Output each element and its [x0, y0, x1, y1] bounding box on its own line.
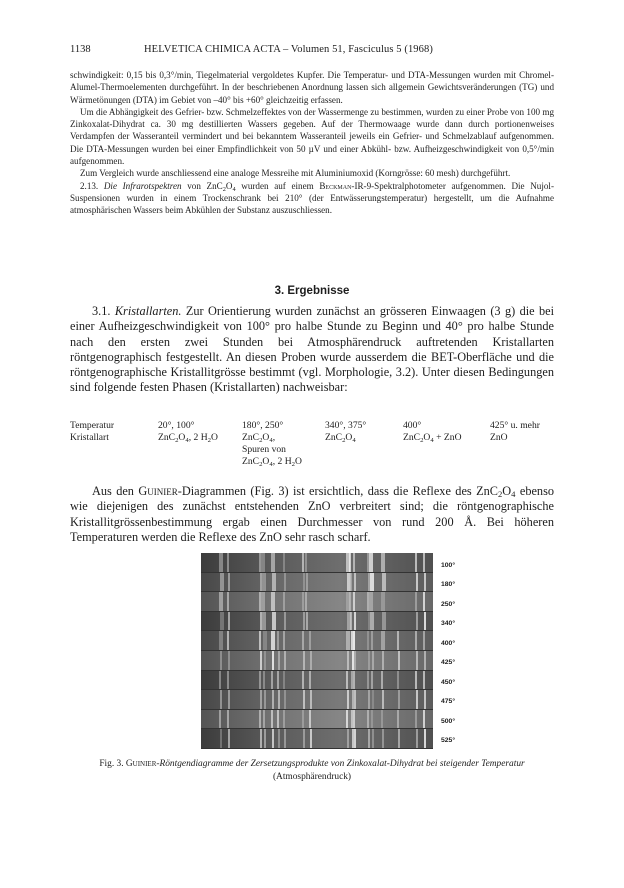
diffraction-line: [271, 553, 275, 572]
row-label: Kristallart: [70, 432, 109, 443]
methods-block: [70, 69, 554, 217]
table-cell: [242, 456, 302, 468]
diffraction-line: [272, 651, 274, 670]
diffraction-line: [349, 553, 351, 572]
diffraction-line: [354, 573, 356, 592]
text-run: von ZnC: [187, 180, 223, 191]
diffraction-strip: [201, 612, 433, 632]
diffraction-line: [424, 573, 426, 592]
diffraction-line: [346, 631, 350, 650]
formula-part: O: [423, 432, 431, 443]
instrument-name: Beckman: [319, 180, 352, 191]
section-number: 2.13.: [80, 180, 99, 191]
diffraction-strip: [201, 573, 433, 593]
diffraction-line: [416, 690, 418, 709]
guinier-paragraph: [70, 484, 554, 545]
diffraction-line: [381, 553, 385, 572]
diffraction-line: [227, 671, 229, 690]
diffraction-line: [302, 631, 304, 650]
diffraction-line: [264, 690, 266, 709]
table-row-phase: [70, 432, 554, 444]
diffraction-line: [382, 612, 386, 631]
diffraction-line: [370, 573, 374, 592]
diffraction-line: [219, 631, 223, 650]
diffraction-strip: [201, 729, 433, 749]
diffraction-line: [272, 612, 276, 631]
diffraction-line: [397, 710, 399, 729]
diffraction-line: [354, 729, 356, 748]
diffraction-line: [302, 553, 304, 572]
diffraction-line: [284, 729, 286, 748]
guinier-block: [70, 484, 554, 545]
diffraction-line: [368, 690, 370, 709]
diffraction-line: [283, 631, 285, 650]
diffraction-line: [228, 729, 230, 748]
section-number: 3.1.: [92, 304, 111, 318]
diffraction-line: [353, 592, 355, 611]
diffraction-line: [416, 651, 418, 670]
subscript: 2: [497, 489, 503, 499]
diffraction-line: [260, 729, 262, 748]
diffraction-strip: [201, 671, 433, 691]
diffraction-line: [416, 573, 418, 592]
text-run: wurden auf einem: [235, 180, 320, 191]
diffraction-line: [259, 710, 261, 729]
methods-paragraph-4: [70, 180, 554, 217]
diffraction-line: [354, 690, 356, 709]
diffraction-line: [277, 710, 279, 729]
diffraction-line: [351, 631, 355, 650]
diffraction-line: [349, 592, 351, 611]
diffraction-line: [309, 671, 311, 690]
diffraction-strip: [201, 690, 433, 710]
diffraction-line: [367, 671, 369, 690]
journal-title: HELVETICA CHIMICA ACTA – Volumen 51, Fasciculus 5 (1968): [144, 44, 433, 55]
diffraction-line: [284, 690, 286, 709]
methods-paragraph-3: Zum Vergleich wurde anschliessend eine analoge Messreihe mit Aluminiumoxid (Korngrösse: 60 mesh) durchgeführt.: [80, 168, 511, 179]
diffraction-line: [228, 573, 230, 592]
formula-part: , 2 H: [272, 456, 292, 467]
row-label: Temperatur: [70, 420, 115, 431]
results-block: [70, 304, 554, 396]
diffraction-line: [284, 612, 286, 631]
formula-part: O: [211, 432, 218, 443]
methods-paragraph-1: schwindigkeit: 0,15 bis 0,3°/min, Tiegelmaterial vergoldetes Kupfer. Die Temperatur- und DTA-Messungen wurden mit Chromel-Alumel-Thermoelementen durchgeführt. In der beschriebenen Anordnung lassen sich allgemein Gewichtsveränderungen (TG) und Wärmetönungen (DTA) im Gebiet von –40° bis +60° gleichzeitig erfassen.: [70, 70, 554, 105]
diffraction-line: [367, 631, 369, 650]
formula-part: ZnC: [158, 432, 176, 443]
table-row-temperature: [70, 420, 554, 432]
diffraction-line: [372, 729, 374, 748]
diffraction-line: [310, 690, 312, 709]
subscript: 2: [175, 437, 179, 444]
text-run: ebenso wie diejenigen des zunächst entstehenden ZnO verbreitert sind; die röntgenographische Kristallitgrössenbestimmung ergab einen Durchmesser von rund 200 Å. Bei höheren Temperaturen werden die Reflexe des ZnO sehr rasch scharf.: [70, 484, 555, 544]
diffraction-strip: [201, 592, 433, 612]
diffraction-line: [354, 612, 356, 631]
formula-part: O: [262, 432, 270, 443]
diffraction-line: [382, 573, 386, 592]
diffraction-line: [262, 612, 266, 631]
diffraction-line: [347, 651, 349, 670]
diffraction-strip: [201, 631, 433, 651]
subscript: 2: [259, 437, 263, 444]
table-cell: 400°: [403, 420, 422, 431]
table-cell: [158, 432, 218, 444]
temperature-label: 450°: [441, 679, 456, 686]
diffraction-line: [259, 631, 261, 650]
diffraction-line: [278, 651, 280, 670]
temperature-label: 400°: [441, 640, 456, 647]
diffraction-line: [350, 573, 352, 592]
diffraction-line: [264, 651, 266, 670]
diffraction-line: [381, 631, 385, 650]
subscript: 2: [342, 437, 346, 444]
diffraction-line: [367, 710, 369, 729]
diffraction-line: [272, 729, 274, 748]
diffraction-line: [219, 553, 223, 572]
formula-part: ZnC: [242, 456, 260, 467]
diffraction-line: [424, 651, 426, 670]
diffraction-line: [424, 612, 426, 631]
diffraction-line: [303, 729, 305, 748]
diffraction-line: [277, 631, 279, 650]
diffraction-line: [277, 671, 279, 690]
diffraction-line: [397, 671, 399, 690]
diffraction-line: [302, 592, 304, 611]
diffraction-line: [261, 553, 265, 572]
table-row-continued: [70, 444, 554, 456]
diffraction-line: [219, 592, 223, 611]
diffraction-line: [371, 710, 373, 729]
formula-part: , 2 H: [188, 432, 208, 443]
subscript: 4: [511, 489, 516, 499]
diffraction-line: [303, 573, 305, 592]
diffraction-line: [368, 729, 370, 748]
table-cell: Spuren von: [242, 444, 286, 455]
diffraction-line: [303, 612, 305, 631]
diffraction-line: [423, 710, 425, 729]
diffraction-line: [398, 690, 400, 709]
guinier-xray-figure: [201, 553, 433, 749]
text-run: Aus den: [92, 484, 139, 498]
diffraction-line: [220, 573, 224, 592]
diffraction-line: [302, 671, 304, 690]
temperature-label: 525°: [441, 737, 456, 744]
diffraction-line: [368, 651, 370, 670]
temperature-label: 475°: [441, 698, 456, 705]
diffraction-line: [353, 553, 355, 572]
diffraction-line: [369, 553, 373, 572]
table-cell: [403, 432, 462, 444]
diffraction-line: [259, 671, 261, 690]
text-run: O: [502, 484, 512, 498]
subscript: 2: [207, 437, 211, 444]
subscript: 4: [232, 185, 236, 193]
diffraction-line: [220, 651, 222, 670]
table-cell: ZnO: [490, 432, 508, 443]
diffraction-line: [271, 592, 275, 611]
diffraction-line: [353, 671, 355, 690]
diffraction-line: [261, 592, 265, 611]
formula-part: ZnC: [325, 432, 343, 443]
diffraction-line: [352, 729, 354, 748]
diffraction-line: [283, 553, 285, 572]
diffraction-line: [220, 690, 222, 709]
diffraction-line: [372, 651, 374, 670]
diffraction-line: [310, 729, 312, 748]
diffraction-strip: [201, 553, 433, 573]
results-paragraph: [70, 304, 554, 396]
diffraction-line: [220, 729, 222, 748]
diffraction-line: [415, 671, 417, 690]
formula-part: O: [262, 456, 270, 467]
diffraction-line: [278, 690, 280, 709]
methods-paragraph-2: Um die Abhängigkeit des Gefrier- bzw. Schmelzeffektes von der Wassermenge zu bestimmen, wurden zu einer Probe von 100 mg Zinkoxalat-Dihydrat ca. 30 mg destillierten Wassers gegeben. Auf der Thermowaage wurde dann durch portionenweises Verdampfen der Wasseranteil vermindert und bei bekanntem Wasseranteil jeweils ein Gefrier- und Schmelzablauf aufgenommen. Die DTA-Messungen wurden bei einer Empfindlichkeit von 50 µV und einer Abkühl- bzw. Aufheizgeschwindigkeit von 0,5°/min aufgenommen.: [70, 106, 554, 167]
subscript: 2: [259, 461, 263, 468]
diffraction-line: [415, 592, 417, 611]
diffraction-line: [415, 553, 417, 572]
diffraction-line: [262, 573, 266, 592]
diffraction-line: [424, 729, 426, 748]
diffraction-line: [424, 690, 426, 709]
diffraction-line: [227, 631, 229, 650]
diffraction-line: [305, 553, 307, 572]
diffraction-line: [272, 690, 274, 709]
table-row-continued: [70, 456, 554, 468]
diffraction-line: [271, 671, 273, 690]
diffraction-line: [415, 710, 417, 729]
formula-part: ZnC: [242, 432, 260, 443]
diffraction-line: [415, 631, 417, 650]
diffraction-line: [347, 690, 349, 709]
temperature-label: 500°: [441, 718, 456, 725]
diffraction-line: [227, 710, 229, 729]
subsection-title: Die Infrarotspektren: [103, 180, 182, 191]
diffraction-line: [346, 710, 348, 729]
phase-table: [70, 420, 554, 468]
subscript: 4: [269, 461, 273, 468]
page-number: 1138: [70, 44, 91, 55]
diffraction-line: [305, 592, 307, 611]
diffraction-line: [302, 710, 304, 729]
table-cell: 20°, 100°: [158, 420, 195, 431]
diffraction-line: [219, 710, 221, 729]
diffraction-line: [228, 651, 230, 670]
temperature-label: 250°: [441, 601, 456, 608]
table-cell: 340°, 375°: [325, 420, 367, 431]
caption-tail: (Atmosphärendruck): [272, 771, 352, 782]
figure-caption: [70, 758, 554, 783]
diffraction-line: [220, 612, 224, 631]
diffraction-line: [398, 651, 400, 670]
diffraction-line: [283, 671, 285, 690]
diffraction-strip: [201, 710, 433, 730]
diffraction-line: [371, 671, 373, 690]
subscript: 4: [185, 437, 189, 444]
subscript: 2: [420, 437, 424, 444]
diffraction-line: [353, 710, 355, 729]
diffraction-line: [352, 651, 354, 670]
diffraction-line: [416, 729, 418, 748]
subscript: 4: [269, 437, 273, 444]
diffraction-line: [284, 573, 286, 592]
diffraction-line: [309, 710, 311, 729]
diffraction-line: [260, 690, 262, 709]
diffraction-line: [227, 553, 229, 572]
diffraction-line: [381, 671, 383, 690]
diffraction-line: [278, 729, 280, 748]
diffraction-line: [306, 573, 308, 592]
caption-italic: -Röntgendiagramme der Zersetzungsprodukte von Zinkoxalat-Dihydrat bei steigender Temperatur: [156, 759, 525, 769]
diffraction-line: [263, 671, 265, 690]
diffraction-line: [227, 592, 229, 611]
subscript: 2: [222, 185, 226, 193]
diffraction-line: [260, 651, 262, 670]
table-cell: [242, 432, 275, 444]
diffraction-line: [303, 651, 305, 670]
diffraction-line: [263, 710, 265, 729]
diffraction-line: [381, 710, 383, 729]
diffraction-line: [264, 729, 266, 748]
diffraction-line: [303, 690, 305, 709]
text-run: -IR-9-Spektralphotometer aufgenommen. Die Nujol-Suspensionen wurden in einem Trockenschrank bei 210° (der Entwässerungstemperatur) hergestellt, um die Aufnahme atmosphärischen Wassers beim Abkühlen der Substanz auszuschliessen.: [70, 180, 554, 216]
diffraction-line: [283, 710, 285, 729]
subscript: 4: [430, 437, 434, 444]
diffraction-line: [284, 651, 286, 670]
diffraction-line: [397, 631, 399, 650]
diffraction-line: [423, 671, 425, 690]
diffraction-line: [381, 592, 385, 611]
diffraction-line: [219, 671, 221, 690]
diffraction-line: [309, 631, 311, 650]
formula-part: + ZnO: [433, 432, 462, 443]
diffraction-line: [370, 612, 374, 631]
author-name: Guinier: [138, 484, 178, 498]
temperature-label: 340°: [441, 620, 456, 627]
diffraction-line: [398, 729, 400, 748]
subscript: 2: [291, 461, 295, 468]
diffraction-line: [263, 631, 267, 650]
diffraction-line: [351, 671, 353, 690]
diffraction-line: [382, 651, 384, 670]
diffraction-line: [272, 573, 276, 592]
subscript: 4: [352, 437, 356, 444]
diffraction-line: [352, 690, 354, 709]
diffraction-line: [228, 612, 230, 631]
diffraction-line: [416, 612, 418, 631]
diffraction-line: [347, 729, 349, 748]
diffraction-line: [283, 592, 285, 611]
temperature-label: 180°: [441, 581, 456, 588]
text-run: O: [225, 180, 233, 191]
formula-part: ZnC: [403, 432, 421, 443]
section-heading: 3. Ergebnisse: [274, 285, 350, 297]
text-run: Zur Orientierung wurden zunächst an grösseren Einwaagen (3 g) die bei einer Aufheizgeschwindigkeit von 100° pro halbe Stunde zu Beginn und 40° pro halbe Stunde nach den ersten zwei Stunden bei Atmosphärendruck auftretenden Kristallarten röntgenographisch festgestellt. An diesen Proben wurde ausserdem die BET-Oberfläche und die röntgenographische Kristallitgrösse bestimmt (vgl. Morphologie, 3.2). Unter diesen Bedingungen sind folgende festen Phasen (Kristallarten) nachweisbar:: [70, 304, 554, 395]
temperature-label: 425°: [441, 659, 456, 666]
diffraction-line: [271, 631, 275, 650]
diffraction-line: [271, 710, 273, 729]
diffraction-line: [382, 729, 384, 748]
diffraction-line: [306, 612, 308, 631]
diffraction-line: [354, 651, 356, 670]
diffraction-line: [228, 690, 230, 709]
table-cell: 180°, 250°: [242, 420, 284, 431]
diffraction-line: [346, 671, 348, 690]
diffraction-line: [382, 690, 384, 709]
formula-part: O: [295, 456, 302, 467]
text-run: -Diagrammen (Fig. 3) ist ersichtlich, dass die Reflexe des ZnC: [177, 484, 498, 498]
caption-lead: Fig. 3.: [99, 759, 126, 769]
diffraction-line: [350, 612, 352, 631]
diffraction-line: [369, 592, 373, 611]
table-cell: 425° u. mehr: [490, 420, 540, 431]
diffraction-line: [423, 631, 425, 650]
formula-part: O: [345, 432, 353, 443]
temperature-label: 100°: [441, 562, 456, 569]
diffraction-line: [423, 553, 425, 572]
subsection-title: Kristallarten.: [114, 304, 182, 318]
diffraction-line: [372, 690, 374, 709]
diffraction-line: [351, 710, 353, 729]
diffraction-line: [423, 592, 425, 611]
diffraction-line: [371, 631, 373, 650]
formula-part: ,: [272, 432, 276, 443]
formula-part: O: [178, 432, 186, 443]
caption-author: Guinier: [125, 759, 157, 769]
diffraction-strip: [201, 651, 433, 671]
diffraction-line: [310, 651, 312, 670]
table-cell: [325, 432, 356, 444]
